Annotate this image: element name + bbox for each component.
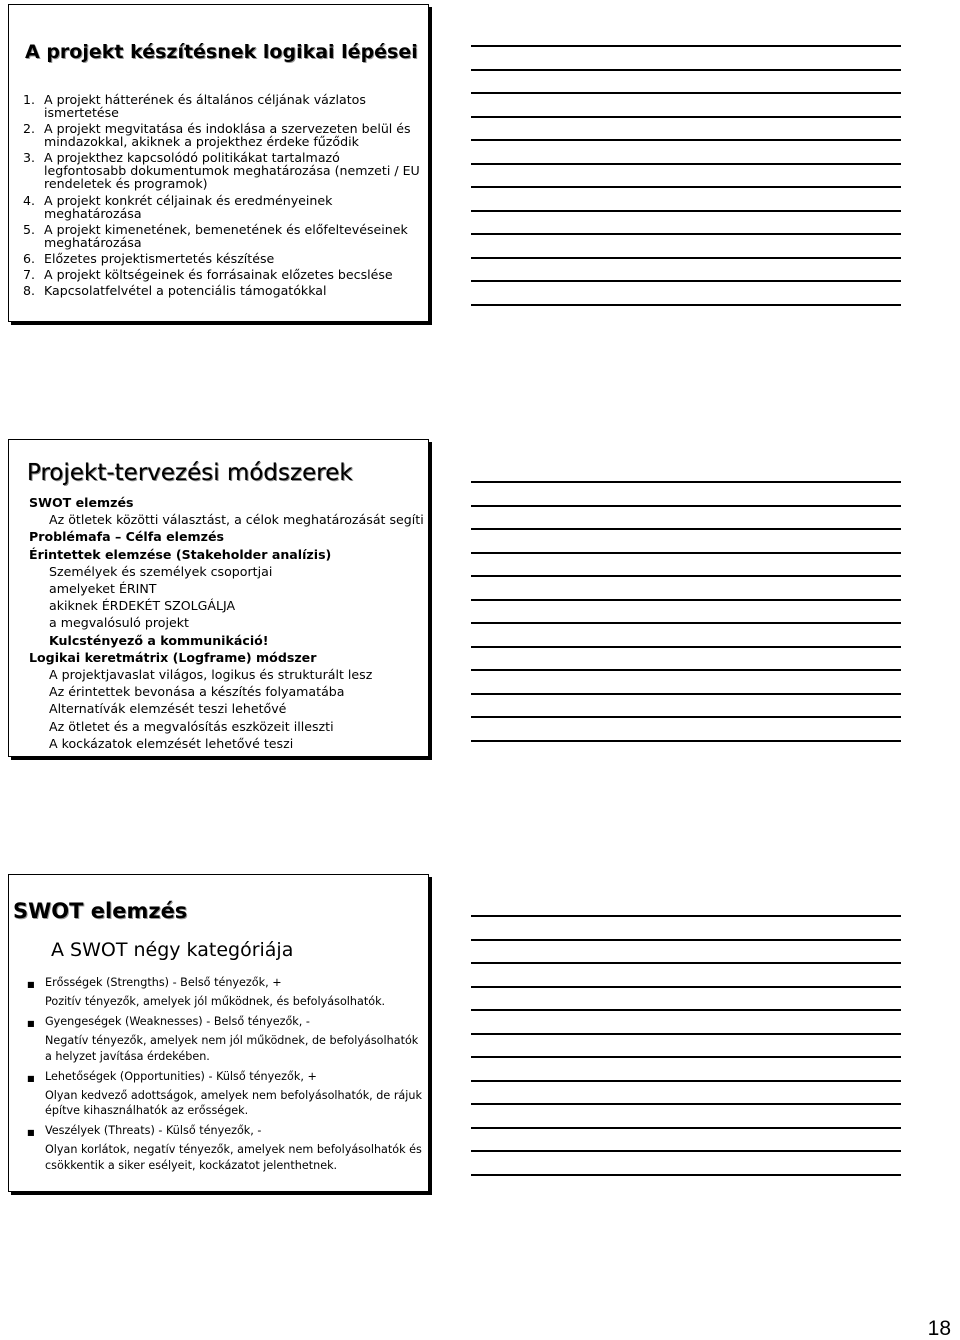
slide-3 <box>8 874 429 1192</box>
list-item: 7. A projekt költségeinek és forrásainak előzetes becslése <box>23 267 393 283</box>
note-line <box>471 1149 901 1152</box>
bullet-icon: ■ <box>27 1019 35 1028</box>
list-item <box>27 1070 427 1119</box>
list-item <box>27 1015 427 1064</box>
note-line <box>471 1079 901 1082</box>
note-line <box>471 961 901 964</box>
note-line <box>471 1008 901 1011</box>
slide-2-title: Projekt-tervezési módszerek <box>27 460 353 486</box>
note-line <box>471 44 901 47</box>
list-item: a megvalósuló projekt <box>49 615 189 631</box>
note-line <box>471 232 901 235</box>
list-item: akiknek ÉRDEKÉT SZOLGÁLJA <box>49 598 236 614</box>
note-line <box>471 574 901 577</box>
page-number: 18 <box>927 1317 951 1340</box>
bullet-icon: ■ <box>27 980 35 989</box>
list-item: 2. A projekt megvitatása és indoklása a szervezeten belül és mindazokkal, akiknek a projekthez érdeke fűződik <box>23 121 411 150</box>
list-item: 1. A projekt hátterének és általános céljának vázlatos ismertetése <box>23 92 366 120</box>
swot-heading: Erősségek (Strengths) - Belső tényezők, + <box>45 976 282 989</box>
steps-list <box>23 93 423 301</box>
note-line <box>471 279 901 282</box>
note-line <box>471 68 901 71</box>
swot-description: Negatív tényezők, amelyek nem jól működnek, de befolyásolhatók a helyzet javítása érdekében. <box>45 1034 419 1063</box>
list-item: Az ötletet és a megvalósítás eszközeit illeszti <box>49 718 334 734</box>
slide-1-title: A projekt készítésnek logikai lépései <box>25 41 418 63</box>
swot-heading: Veszélyek (Threats) - Külső tényezők, - <box>45 1124 262 1137</box>
list-item: Az ötletek közötti választást, a célok meghatározását segíti <box>49 512 424 528</box>
swot-description: Olyan korlátok, negatív tényezők, amelyek nem befolyásolhatók és csökkentik a siker esélyeit, kockázatot jelenthetnek. <box>45 1143 422 1172</box>
swot-heading: Gyengeségek (Weaknesses) - Belső tényezők, - <box>45 1015 310 1028</box>
notes-lines <box>471 44 901 326</box>
note-line <box>471 938 901 941</box>
note-line <box>471 91 901 94</box>
list-item: Logikai keretmátrix (Logframe) módszer <box>29 649 317 665</box>
note-line <box>471 598 901 601</box>
note-line <box>471 551 901 554</box>
note-line <box>471 1102 901 1105</box>
swot-description: Olyan kedvező adottságok, amelyek nem befolyásolhatók, de rájuk építve kihasználhatók az erősségek. <box>45 1088 422 1117</box>
note-line <box>471 256 901 259</box>
note-line <box>471 138 901 141</box>
list-item <box>27 976 427 1010</box>
note-line <box>471 985 901 988</box>
note-line <box>471 480 901 483</box>
slide-3-title: SWOT elemzés <box>13 899 188 923</box>
slide-1 <box>8 4 429 322</box>
list-item: 5. A projekt kimenetének, bemenetének és előfeltevéseinek meghatározása <box>23 221 408 250</box>
swot-description: Pozitív tényezők, amelyek jól működnek, és befolyásolhatók. <box>45 995 386 1008</box>
notes-lines <box>471 914 901 1196</box>
list-item: SWOT elemzés <box>29 495 134 510</box>
list-item: amelyeket ÉRINT <box>49 581 157 597</box>
bullet-icon: ■ <box>27 1073 35 1083</box>
list-item: Alternatívák elemzését teszi lehetővé <box>49 701 287 717</box>
list-item: Érintettek elemzése (Stakeholder analízis) <box>29 546 332 562</box>
list-item: 6. Előzetes projektismertetés készítése <box>23 250 275 266</box>
swot-heading: Lehetőségek (Opportunities) - Külső tényezők, + <box>45 1069 317 1083</box>
note-line <box>471 621 901 624</box>
note-line <box>471 185 901 188</box>
methods-list <box>29 494 424 752</box>
note-line <box>471 115 901 118</box>
note-line <box>471 504 901 507</box>
bullet-icon: ■ <box>27 1128 35 1137</box>
list-item: Személyek és személyek csoportjai <box>49 563 273 579</box>
note-line <box>471 303 901 306</box>
list-item: A projektjavaslat világos, logikus és strukturált lesz <box>49 667 373 683</box>
list-item: Kulcstényező a kommunikáció! <box>49 632 269 648</box>
note-line <box>471 1055 901 1058</box>
note-line <box>471 692 901 695</box>
note-line <box>471 914 901 917</box>
note-line <box>471 527 901 530</box>
slide-3-subtitle: A SWOT négy kategóriája <box>51 939 294 961</box>
list-item <box>27 1124 427 1173</box>
note-line <box>471 1126 901 1129</box>
notes-lines <box>471 480 901 762</box>
list-item: 3. A projekthez kapcsolódó politikákat tartalmazó legfontosabb dokumentumok meghatározása (nemzeti / EU rendeletek és programok) <box>23 150 420 192</box>
note-line <box>471 1173 901 1176</box>
list-item: A kockázatok elemzését lehetővé teszi <box>49 735 294 751</box>
swot-list <box>27 976 427 1179</box>
slide-2 <box>8 439 429 757</box>
list-item: 8. Kapcsolatfelvétel a potenciális támogatókkal <box>23 283 327 299</box>
list-item: Problémafa – Célfa elemzés <box>29 529 224 545</box>
note-line <box>471 162 901 165</box>
note-line <box>471 209 901 212</box>
note-line <box>471 1032 901 1035</box>
note-line <box>471 715 901 718</box>
note-line <box>471 645 901 648</box>
note-line <box>471 668 901 671</box>
note-line <box>471 739 901 742</box>
list-item: Az érintettek bevonása a készítés folyamatába <box>49 684 345 700</box>
list-item: 4. A projekt konkrét céljainak és eredményeinek meghatározása <box>23 192 333 221</box>
